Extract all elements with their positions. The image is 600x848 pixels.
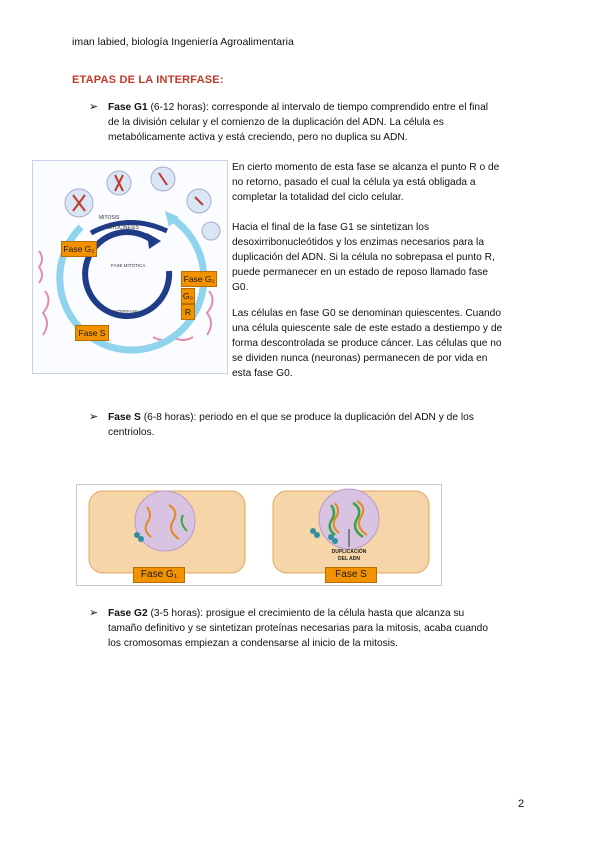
tag-fase-g1: Fase G₁ xyxy=(181,271,217,287)
nucleus-left xyxy=(135,491,195,551)
text-line: no retorno, pasado el cual la célula ya está obligada a xyxy=(232,177,476,188)
text-line: forma descontrolada se produce cáncer. Las células que no xyxy=(232,338,502,349)
bullet-icon: ➢ xyxy=(89,607,99,619)
bullet-icon: ➢ xyxy=(89,411,99,423)
text-line: tamaño definitivo y se sintetizan proteínas necesarias para la mitosis, acaba cuando xyxy=(108,623,488,634)
cell-cycle-figure xyxy=(32,160,228,374)
g1-line: (6-12 horas): corresponde al intervalo de tiempo comprendido entre el final xyxy=(147,102,488,113)
text-line: duplicación del ADN. Si la célula no sobrepasa el punto R, xyxy=(232,252,495,263)
centriole-icon xyxy=(314,532,320,538)
cell-icon xyxy=(202,222,220,240)
g1-line: metabólicamente activa y está creciendo, pero no duplica su ADN. xyxy=(108,132,408,143)
text-line: Hacia el final de la fase G1 se sintetizan los xyxy=(232,222,430,233)
cell-cycle-diagram xyxy=(33,161,227,373)
label-citocinesis: CITOCINESIS xyxy=(107,225,139,231)
s-title: Fase S xyxy=(108,412,141,423)
label-duplicacion: DUPLICACIÓN xyxy=(331,549,367,555)
text-line: G0. xyxy=(232,282,249,293)
chromatin-icon xyxy=(39,251,42,283)
label-fase-mitotica: FASE MITÓTICA xyxy=(111,263,146,268)
arrow-head-icon xyxy=(147,233,161,249)
tag-fase-g2: Fase G₂ xyxy=(61,241,97,257)
tag-r: R xyxy=(181,304,195,320)
centriole-icon xyxy=(332,538,338,544)
s-paragraph xyxy=(108,410,548,440)
label-mitosis: MITOSIS xyxy=(99,215,120,221)
text-line: una célula quiescente sale de este estado a destiempo y de xyxy=(232,323,503,334)
g1-line: de la división celular y el comienzo de la duplicación del ADN. La célula es xyxy=(108,117,444,128)
bullet-icon: ➢ xyxy=(89,101,99,113)
cycle-arrow-inner xyxy=(85,232,169,316)
text-line: se dividen nunca (neuronas) permanecen de por vida en xyxy=(232,353,488,364)
dna-duplication-figure xyxy=(76,484,442,586)
centriole-icon xyxy=(138,536,144,542)
page-number: 2 xyxy=(518,798,525,810)
g1-title: Fase G1 xyxy=(108,102,148,113)
text-line: En cierto momento de esta fase se alcanza el punto R o de xyxy=(232,162,500,173)
g1-detail-paragraph-2 xyxy=(232,220,532,295)
tag-g0: G₀ xyxy=(181,288,195,304)
dna-duplication-diagram xyxy=(77,485,441,585)
text-line: (3-5 horas): prosigue el crecimiento de la célula hasta que alcanza su xyxy=(147,608,465,619)
g2-title: Fase G2 xyxy=(108,608,148,619)
text-line: completar la totalidad del ciclo celular. xyxy=(232,192,404,203)
chromatin-icon xyxy=(207,291,213,335)
text-line: esta fase G0. xyxy=(232,368,293,379)
label-del-adn: DEL ADN xyxy=(338,556,360,562)
tag-fase-g1-figure: Fase G₁ xyxy=(133,567,185,583)
text-line: Las células en fase G0 se denominan quiescentes. Cuando xyxy=(232,308,502,319)
g1-detail-paragraph-1 xyxy=(232,160,532,205)
text-line: desoxirribonucleótidos y los enzimas necesarios para la xyxy=(232,237,484,248)
tag-fase-s: Fase S xyxy=(75,325,109,341)
chromatin-icon xyxy=(43,291,49,335)
text-line: puede permanecer en un estado de reposo llamado fase xyxy=(232,267,488,278)
text-line: (6-8 horas): periodo en el que se produce la duplicación del ADN y de los xyxy=(140,412,474,423)
text-line: centriolos. xyxy=(108,427,155,438)
g1-paragraph xyxy=(108,100,548,145)
section-title: ETAPAS DE LA INTERFASE: xyxy=(72,74,224,86)
tag-fase-s-figure: Fase S xyxy=(325,567,377,583)
page-header: iman labied, biología Ingeniería Agroalimentaria xyxy=(72,36,294,48)
g2-paragraph xyxy=(108,606,548,651)
g0-paragraph xyxy=(232,306,532,381)
label-interfase: INTERFASE xyxy=(113,309,139,314)
text-line: los cromosomas empiezan a condensarse al inicio de la mitosis. xyxy=(108,638,398,649)
